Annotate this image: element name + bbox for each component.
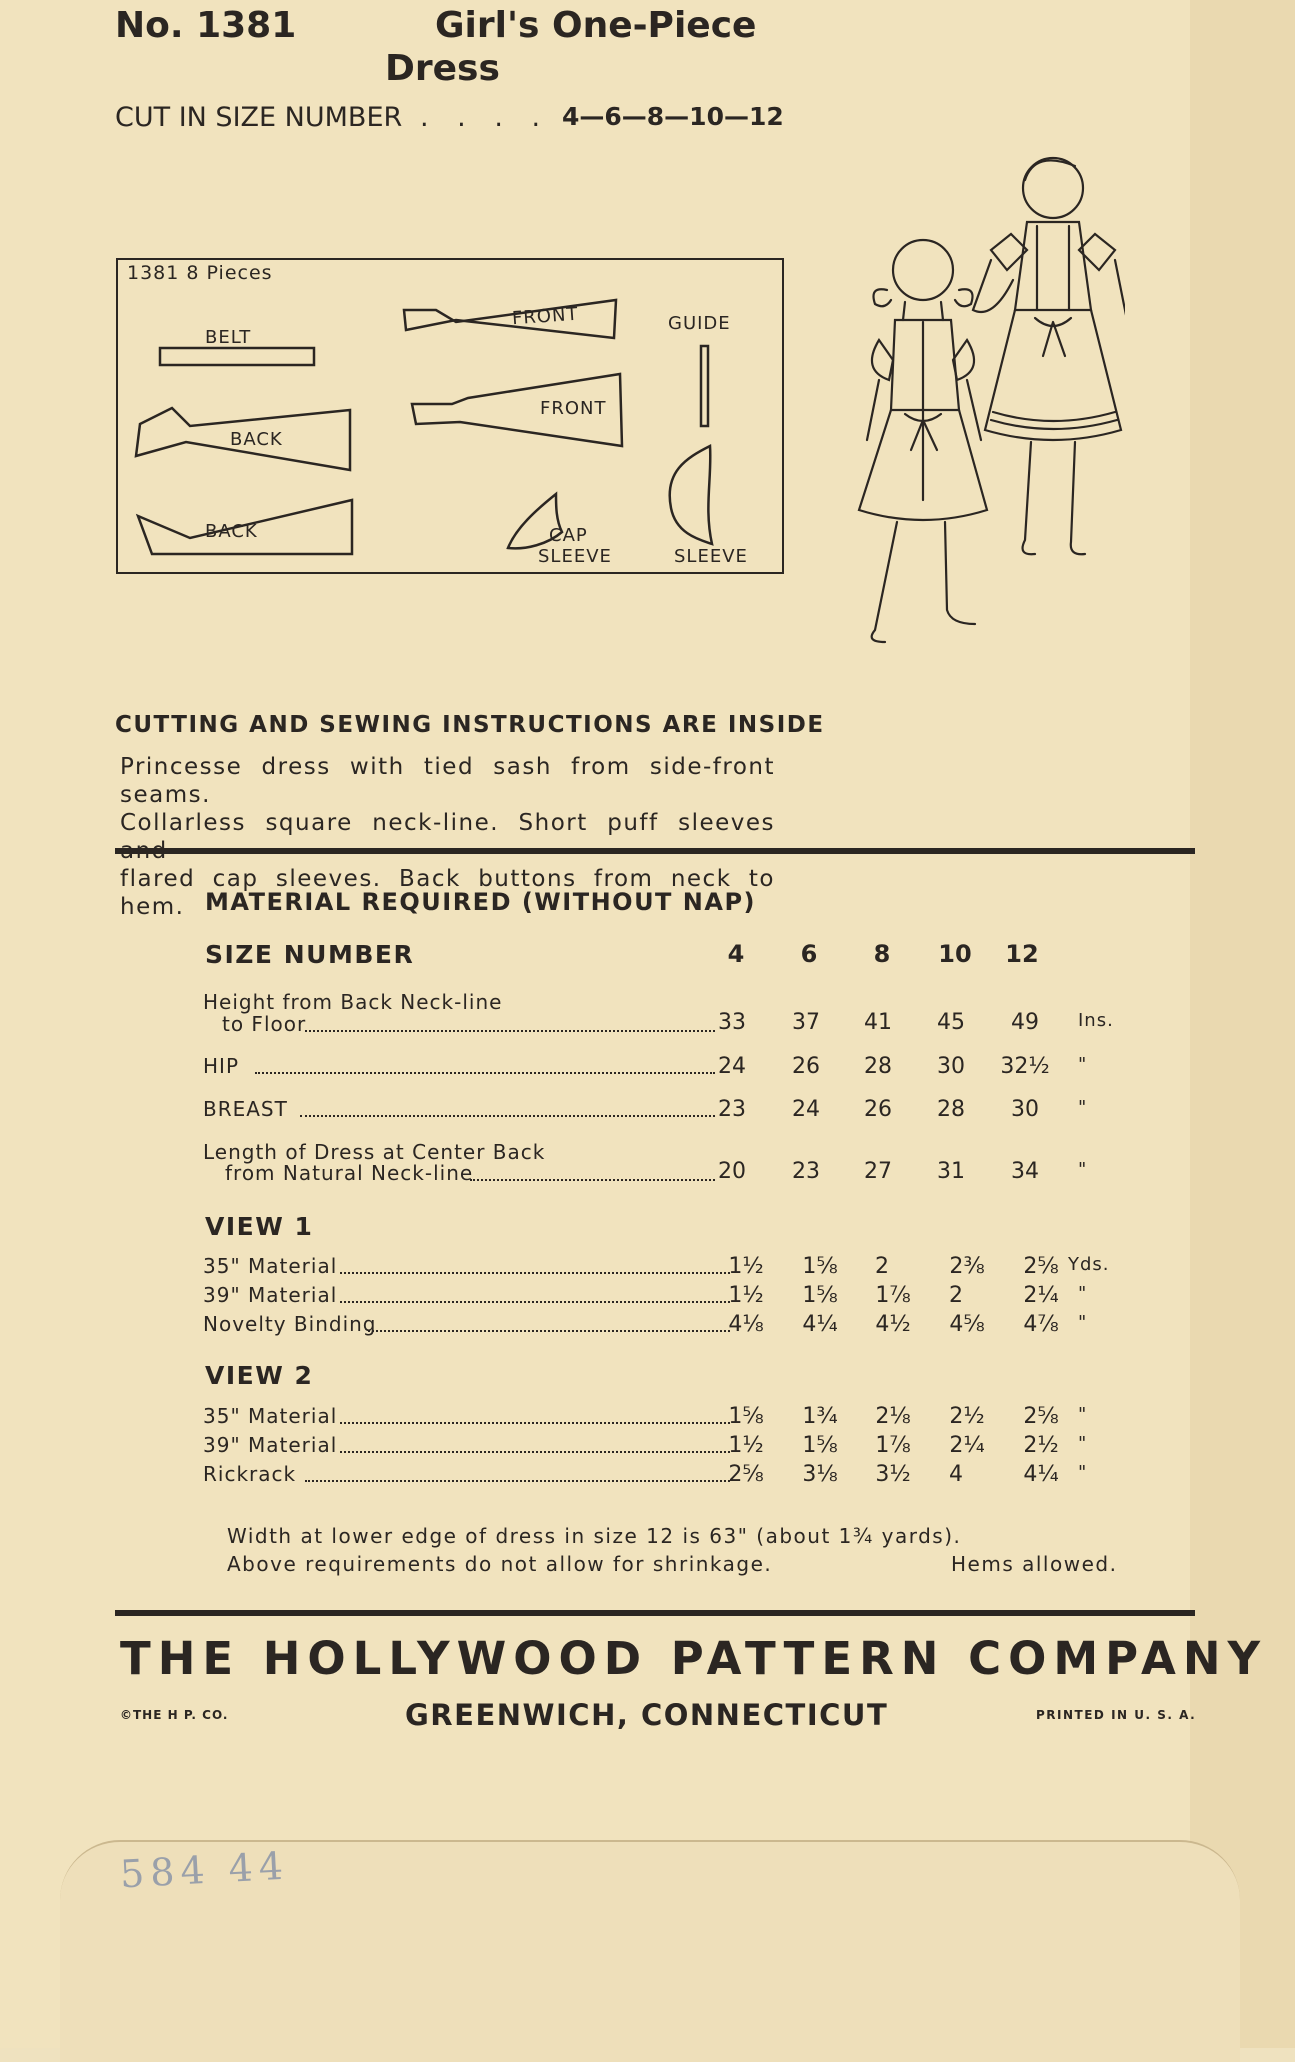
description-line: Collarless square neck-line. Short puff sleeves	[120, 810, 775, 836]
measure-value: 34	[1011, 1159, 1039, 1184]
material-value: 2⅝	[728, 1462, 764, 1487]
piece-label-sleeve: SLEEVE	[674, 546, 748, 567]
pattern-title-line2: Dress	[385, 48, 500, 89]
footer-divider	[115, 1610, 1195, 1616]
leader-dots	[340, 1451, 730, 1453]
measure-value: 28	[937, 1097, 965, 1122]
copyright-mark: ©THE H P. CO.	[120, 1708, 229, 1722]
belt-piece	[160, 348, 314, 365]
measure-value: 45	[937, 1010, 965, 1035]
material-value: 4⅞	[1023, 1312, 1059, 1337]
material-unit: "	[1078, 1462, 1088, 1483]
measure-value: 30	[1011, 1097, 1039, 1122]
piece-label-back-1: BACK	[230, 429, 283, 450]
measure-label-sub: to Floor	[222, 1012, 307, 1036]
material-unit: "	[1078, 1283, 1088, 1304]
pattern-number: No. 1381	[115, 5, 297, 46]
leader-dots	[305, 1480, 730, 1482]
measure-value: 24	[718, 1054, 746, 1079]
leader-dots	[470, 1179, 715, 1181]
material-value: 1¾	[802, 1404, 838, 1429]
piece-label-front-2: FRONT	[540, 398, 607, 419]
instructions-heading: CUTTING AND SEWING INSTRUCTIONS ARE INSIDE	[115, 712, 825, 738]
size-col-6: 6	[800, 940, 818, 968]
material-value: 1½	[728, 1254, 764, 1279]
measure-value: 26	[792, 1054, 820, 1079]
piece-label-front-1: FRONT	[511, 303, 580, 330]
material-value: 4½	[875, 1312, 911, 1337]
material-value: 2½	[949, 1404, 985, 1429]
material-value: 1⅝	[728, 1404, 764, 1429]
measure-value: 27	[864, 1159, 892, 1184]
material-unit: "	[1078, 1312, 1088, 1333]
measure-unit: Ins.	[1078, 1010, 1114, 1031]
material-value: 1⅝	[802, 1254, 838, 1279]
cut-size-label: CUT IN SIZE NUMBER	[115, 102, 403, 133]
material-value: 1⅞	[875, 1433, 911, 1458]
measure-value: 30	[937, 1054, 965, 1079]
leader-dots	[300, 1115, 715, 1117]
material-value: 1½	[728, 1283, 764, 1308]
company-name: THE HOLLYWOOD PATTERN COMPANY	[120, 1632, 1268, 1685]
material-value: 2½	[1023, 1433, 1059, 1458]
measure-value: 26	[864, 1097, 892, 1122]
material-value: 2⅛	[875, 1404, 911, 1429]
hems-note: Hems allowed.	[951, 1552, 1118, 1576]
size-col-10: 10	[938, 940, 972, 968]
measure-label: Height from Back Neck-line	[203, 990, 503, 1014]
piece-label-cap: CAP	[549, 525, 588, 546]
measure-label: BREAST	[203, 1097, 288, 1121]
cut-size-values: 4—6—8—10—12	[562, 102, 784, 131]
piece-label-guide: GUIDE	[668, 313, 731, 334]
measure-value: 23	[718, 1097, 746, 1122]
material-value: 4	[949, 1462, 963, 1487]
size-col-12: 12	[1005, 940, 1039, 968]
description-line: Princesse dress with tied sash from side-front seams.	[120, 754, 775, 808]
measure-unit: "	[1078, 1054, 1088, 1075]
material-unit: Yds.	[1068, 1254, 1110, 1275]
measure-unit: "	[1078, 1097, 1088, 1118]
material-value: 4¼	[1023, 1462, 1059, 1487]
measure-value: 41	[864, 1010, 892, 1035]
shrinkage-note: Above requirements do not allow for shrinkage.	[227, 1552, 773, 1576]
measure-value: 49	[1011, 1010, 1039, 1035]
section-divider	[115, 848, 1195, 854]
measure-value: 20	[718, 1159, 746, 1184]
view-2-heading: VIEW 2	[205, 1361, 314, 1390]
material-value: 2¼	[1023, 1283, 1059, 1308]
material-value: 3½	[875, 1462, 911, 1487]
description-line: flared cap sleeves. Back buttons from neck to hem.	[120, 866, 775, 920]
leader-dots	[255, 1072, 715, 1074]
measure-unit: "	[1078, 1159, 1088, 1180]
material-label: Novelty Binding	[203, 1312, 377, 1336]
material-unit: "	[1078, 1433, 1088, 1454]
material-value: 2	[875, 1254, 889, 1279]
material-value: 2¼	[949, 1433, 985, 1458]
pattern-title-line1: Girl's One-Piece	[435, 5, 757, 46]
size-col-4: 4	[727, 940, 745, 968]
size-number-label: SIZE NUMBER	[205, 940, 415, 969]
material-value: 3⅛	[802, 1462, 838, 1487]
leader-dots	[305, 1030, 715, 1032]
material-value: 1⅝	[802, 1283, 838, 1308]
piece-label-belt: BELT	[205, 327, 252, 348]
material-value: 2	[949, 1283, 963, 1308]
leader-dots	[340, 1422, 730, 1424]
measure-value: 32½	[1000, 1054, 1050, 1079]
material-value: 4¼	[802, 1312, 838, 1337]
material-unit: "	[1078, 1404, 1088, 1425]
piece-label-cap-sleeve: SLEEVE	[538, 546, 612, 567]
view-1-heading: VIEW 1	[205, 1212, 314, 1241]
material-label: 39" Material	[203, 1283, 338, 1307]
pencil-mark: 584 44	[118, 1843, 291, 1897]
dress-illustration	[835, 150, 1125, 670]
printed-in-usa: PRINTED IN U. S. A.	[1036, 1708, 1197, 1722]
material-heading: MATERIAL REQUIRED (WITHOUT NAP)	[205, 888, 757, 916]
material-label: 35" Material	[203, 1254, 338, 1278]
front-piece-1	[404, 300, 616, 338]
company-city: GREENWICH, CONNECTICUT	[405, 1698, 889, 1732]
material-value: 1½	[728, 1433, 764, 1458]
leader-dots	[340, 1272, 730, 1274]
material-value: 2⅜	[949, 1254, 985, 1279]
measure-value: 23	[792, 1159, 820, 1184]
guide-piece	[701, 346, 708, 426]
material-label: 39" Material	[203, 1433, 338, 1457]
size-col-8: 8	[873, 940, 891, 968]
material-label: 35" Material	[203, 1404, 338, 1428]
leader-dots	[340, 1301, 730, 1303]
material-label: Rickrack	[203, 1462, 297, 1486]
piece-label-back-2: BACK	[205, 521, 258, 542]
sleeve-piece	[670, 446, 712, 544]
material-value: 1⅞	[875, 1283, 911, 1308]
measure-label: HIP	[203, 1054, 239, 1078]
measure-label: Length of Dress at Center Back	[203, 1140, 546, 1164]
measure-value: 28	[864, 1054, 892, 1079]
material-value: 4⅛	[728, 1312, 764, 1337]
material-value: 4⅝	[949, 1312, 985, 1337]
cut-size-leader: . . . .	[420, 102, 551, 133]
measure-value: 24	[792, 1097, 820, 1122]
pattern-pieces-header: 1381 8 Pieces	[127, 262, 273, 284]
leader-dots	[368, 1330, 730, 1332]
measure-value: 31	[937, 1159, 965, 1184]
measure-label-sub: from Natural Neck-line	[225, 1161, 474, 1185]
material-value: 2⅝	[1023, 1254, 1059, 1279]
width-note: Width at lower edge of dress in size 12 is 63" (about 1¾ yards).	[227, 1524, 962, 1548]
measure-value: 37	[792, 1010, 820, 1035]
material-value: 2⅝	[1023, 1404, 1059, 1429]
envelope-flap-edge	[1190, 0, 1295, 2048]
measure-value: 33	[718, 1010, 746, 1035]
material-value: 1⅝	[802, 1433, 838, 1458]
